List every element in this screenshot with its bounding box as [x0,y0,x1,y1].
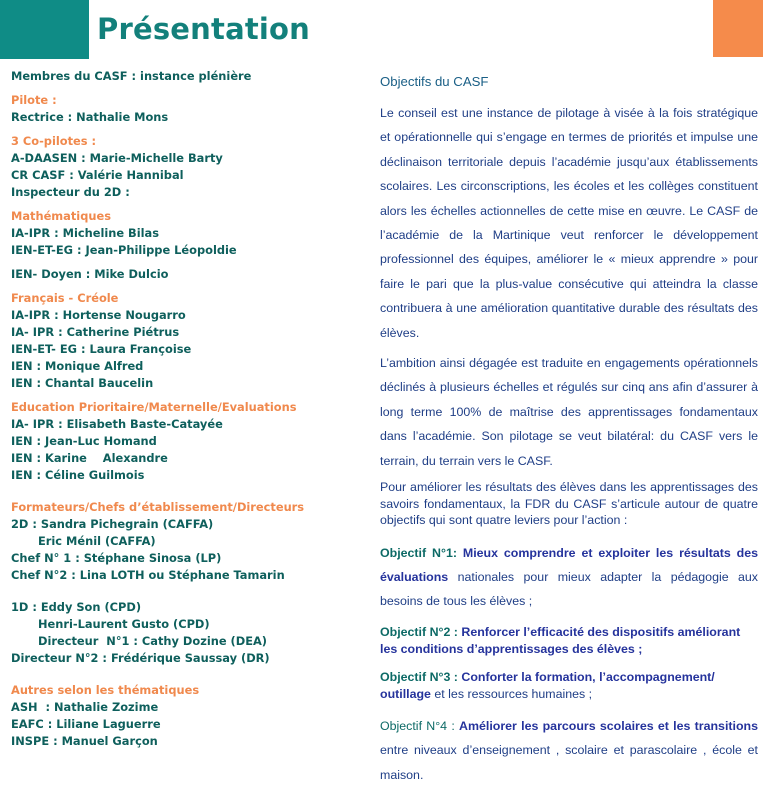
section-heading: Autres selon les thématiques [11,683,200,697]
member-line: Henri-Laurent Gusto (CPD) [38,617,210,631]
section-heading: Mathématiques [11,209,111,223]
member-line: INSPE : Manuel Garçon [11,734,158,748]
member-line: Membres du CASF : instance plénière [11,69,252,83]
objective-1 [380,541,758,614]
member-line: IEN-ET- EG : Laura Françoise [11,342,192,356]
member-line: ASH : Nathalie Zozime [11,700,159,714]
member-line: 2D : Sandra Pichegrain (CAFFA) [11,517,214,531]
objectives-title: Objectifs du CASF [380,74,489,89]
member-line: Chef N°2 : Lina LOTH ou Stéphane Tamarin [11,568,285,582]
objective-bold-text: Mieux comprendre et exploiter les résultats des évaluations [380,545,758,584]
member-line: Inspecteur du 2D : [11,185,130,199]
member-line: IEN : Céline Guilmois [11,468,145,482]
objective-label: Objectif N°2 : [380,624,458,639]
member-line: Directeur N°2 : Frédérique Saussay (DR) [11,651,270,665]
member-line: IEN : Jean-Luc Homand [11,434,157,448]
member-line: Eric Ménil (CAFFA) [38,534,156,548]
section-heading: Formateurs/Chefs d’établissement/Directeurs [11,500,305,514]
objective-label: Objectif N°4 : [380,718,455,733]
objective-bold-text: Améliorer les parcours scolaires et les transitions [459,718,758,733]
objective-rest-text: et les ressources humaines ; [430,687,593,702]
objective-2 [380,624,758,659]
section-heading: 3 Co-pilotes : [11,134,97,148]
paragraph-ambition: L’ambition ainsi dégagée est traduite en engagements opérationnels déclinés à plusieurs échelles et régulés sur cinq ans afin d’assurer à long terme 100% de maîtrise des apprentissages fondamentaux dans l’académie. Son pilotage se veut bilatéral: du CASF vers le terrain, du terrain vers le CASF. [380,356,758,468]
member-line: IA-IPR : Micheline Bilas [11,226,160,240]
member-line: CR CASF : Valérie Hannibal [11,168,184,182]
objective-label: Objectif N°1: [380,545,457,560]
member-line: EAFC : Liliane Laguerre [11,717,161,731]
objectives-column [380,74,758,797]
members-column [11,68,341,750]
objective-3 [380,669,758,704]
member-line: IA- IPR : Catherine Piétrus [11,325,180,339]
member-line: Chef N° 1 : Stéphane Sinosa (LP) [11,551,222,565]
paragraph-conseil: Le conseil est une instance de pilotage à visée à la fois stratégique et opérationnelle qui s’engage en termes de priorités et impulse une déclinaison territoriale depuis l’académie jusqu’aux établissements scolaires. Les circonscriptions, les écoles et les collèges constituent alors les échelles actionnelles de cette mise en œuvre. Le CASF de l’académie de la Martinique veut renforcer le développement professionnel des équipes, améliorer le « mieux apprendre » pour faire le pari que la plus-value consécutive qui atteindra la classe contribuera à une amélioration quantitative durable des résultats des élèves. [380,106,758,340]
page-title: Présentation [97,12,311,46]
member-line: 1D : Eddy Son (CPD) [11,600,142,614]
member-line: IEN : Chantal Baucelin [11,376,154,390]
member-line: IEN- Doyen : Mike Dulcio [11,267,169,281]
header-orange-block [713,0,763,57]
member-line: IEN : Monique Alfred [11,359,144,373]
member-line: IA-IPR : Hortense Nougarro [11,308,186,322]
member-line: IEN-ET-EG : Jean-Philippe Léopoldie [11,243,237,257]
member-line: IEN : Karine Alexandre [11,451,168,465]
member-line: A-DAASEN : Marie-Michelle Barty [11,151,223,165]
objective-4 [380,714,758,787]
header-teal-block [0,0,89,59]
section-heading: Pilote : [11,93,57,107]
section-heading: Français - Créole [11,291,119,305]
member-line: Rectrice : Nathalie Mons [11,110,169,124]
paragraph-ameliorer: Pour améliorer les résultats des élèves dans les apprentissages des savoirs fondamentaux, la FDR du CASF s’articule autour de quatre objectifs qui sont quatre leviers pour l’action : [380,480,758,528]
objective-bold-text: Conforter la formation, l’accompagnement/ outillage [380,669,715,702]
objective-bold-text: Renforcer l’efficacité des dispositifs améliorant les conditions d’apprentissages des élèves ; [380,624,741,657]
section-heading: Education Prioritaire/Maternelle/Evaluations [11,400,297,414]
member-line: IA- IPR : Elisabeth Baste-Catayée [11,417,223,431]
objective-rest-text: entre niveaux d’enseignement , scolaire et parascolaire , école et maison. [380,743,758,782]
objective-label: Objectif N°3 : [380,669,458,684]
member-line: Directeur N°1 : Cathy Dozine (DEA) [38,634,267,648]
objective-rest-text: nationales pour mieux adapter la pédagogie aux besoins de tous les élèves ; [380,570,758,609]
